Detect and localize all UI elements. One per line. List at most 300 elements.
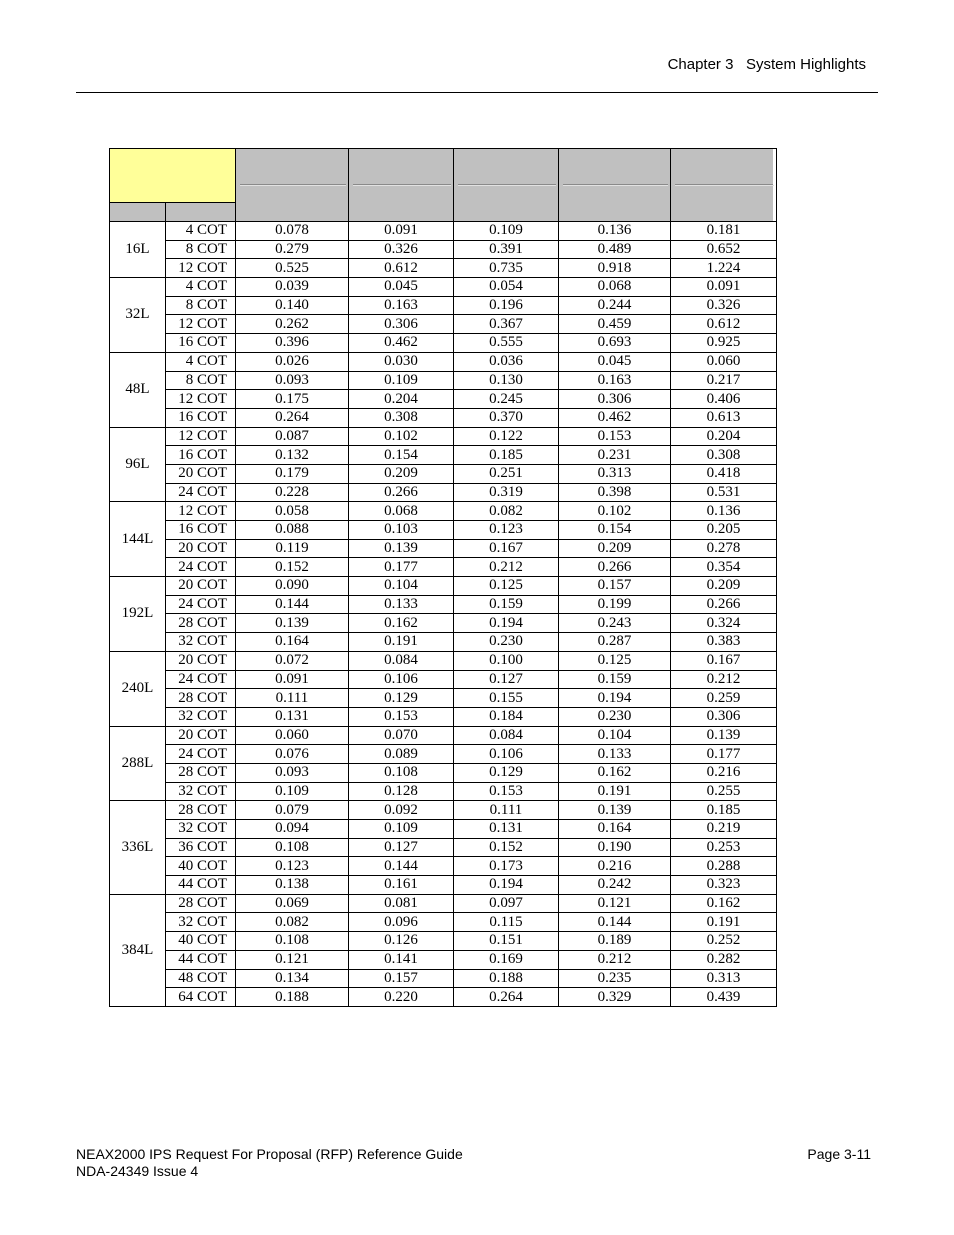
- value-cell: 0.177: [671, 745, 777, 764]
- value-cell: 0.326: [671, 296, 777, 315]
- table-row: [110, 820, 777, 839]
- cot-cell: 36 COT: [166, 838, 236, 857]
- value-cell: 0.106: [349, 670, 454, 689]
- value-cell: 0.154: [349, 446, 454, 465]
- value-cell: 0.157: [559, 577, 671, 596]
- value-cell: 0.555: [454, 334, 559, 353]
- chapter-label: Chapter 3: [667, 56, 734, 73]
- line-capacity-cell: 96L: [110, 427, 166, 502]
- table-row: [110, 614, 777, 633]
- value-cell: 0.136: [671, 502, 777, 521]
- value-cell: 0.091: [671, 278, 777, 297]
- table-row: [110, 502, 777, 521]
- cot-cell: 20 COT: [166, 577, 236, 596]
- value-cell: 0.111: [454, 801, 559, 820]
- value-cell: 0.212: [559, 950, 671, 969]
- value-cell: 0.370: [454, 408, 559, 427]
- value-cell: 0.109: [236, 782, 349, 801]
- value-cell: 0.288: [671, 857, 777, 876]
- value-cell: 0.084: [454, 726, 559, 745]
- value-cell: 0.194: [454, 876, 559, 895]
- value-cell: 0.188: [454, 969, 559, 988]
- value-cell: 0.306: [671, 707, 777, 726]
- value-cell: 0.185: [671, 801, 777, 820]
- value-cell: 0.354: [671, 558, 777, 577]
- value-cell: 0.153: [559, 427, 671, 446]
- value-cell: 0.144: [236, 595, 349, 614]
- value-cell: 0.104: [559, 726, 671, 745]
- value-cell: 0.144: [559, 913, 671, 932]
- line-capacity-cell: 48L: [110, 352, 166, 427]
- value-cell: 0.054: [454, 278, 559, 297]
- value-cell: 0.131: [236, 707, 349, 726]
- value-cell: 0.163: [349, 296, 454, 315]
- value-cell: 0.125: [559, 651, 671, 670]
- value-cell: 0.100: [454, 651, 559, 670]
- value-cell: 0.230: [559, 707, 671, 726]
- value-cell: 0.253: [671, 838, 777, 857]
- cot-cell: 24 COT: [166, 595, 236, 614]
- table-row: [110, 988, 777, 1007]
- value-cell: 0.102: [349, 427, 454, 446]
- table-row: [110, 464, 777, 483]
- table-row: [110, 838, 777, 857]
- cot-cell: 40 COT: [166, 857, 236, 876]
- value-cell: 0.152: [236, 558, 349, 577]
- value-cell: 0.104: [349, 577, 454, 596]
- value-cell: 0.167: [454, 539, 559, 558]
- cot-cell: 12 COT: [166, 259, 236, 278]
- value-cell: 0.259: [671, 689, 777, 708]
- value-cell: 0.613: [671, 408, 777, 427]
- value-cell: 0.308: [349, 408, 454, 427]
- value-cell: 0.194: [454, 614, 559, 633]
- value-cell: 0.125: [454, 577, 559, 596]
- value-cell: 0.140: [236, 296, 349, 315]
- cot-cell: 28 COT: [166, 614, 236, 633]
- value-cell: 0.173: [454, 857, 559, 876]
- value-cell: 0.089: [349, 745, 454, 764]
- cot-cell: 20 COT: [166, 651, 236, 670]
- value-cell: 0.462: [559, 408, 671, 427]
- traffic-table: [109, 148, 777, 1007]
- value-cell: 0.216: [559, 857, 671, 876]
- value-cell: 0.251: [454, 464, 559, 483]
- value-cell: 0.139: [236, 614, 349, 633]
- value-cell: 0.153: [349, 707, 454, 726]
- value-cell: 0.162: [671, 894, 777, 913]
- section-title: System Highlights: [745, 56, 866, 73]
- value-cell: 0.209: [349, 464, 454, 483]
- value-cell: 0.179: [236, 464, 349, 483]
- value-cell: 0.139: [349, 539, 454, 558]
- cot-cell: 16 COT: [166, 408, 236, 427]
- value-cell: 0.068: [559, 278, 671, 297]
- value-cell: 0.219: [671, 820, 777, 839]
- table-row: [110, 670, 777, 689]
- value-cell: 0.109: [349, 820, 454, 839]
- table-row: [110, 633, 777, 652]
- value-cell: 0.205: [671, 521, 777, 540]
- table-row: [110, 483, 777, 502]
- value-cell: 0.189: [559, 932, 671, 951]
- value-cell: 0.693: [559, 334, 671, 353]
- header-col-4: [559, 149, 671, 222]
- value-cell: 0.087: [236, 427, 349, 446]
- table-row: [110, 446, 777, 465]
- value-cell: 0.144: [349, 857, 454, 876]
- line-capacity-cell: 16L: [110, 222, 166, 278]
- value-cell: 1.224: [671, 259, 777, 278]
- table-row: [110, 857, 777, 876]
- value-cell: 0.196: [454, 296, 559, 315]
- table-row: [110, 577, 777, 596]
- value-cell: 0.323: [671, 876, 777, 895]
- value-cell: 0.134: [236, 969, 349, 988]
- table-row: [110, 894, 777, 913]
- value-cell: 0.398: [559, 483, 671, 502]
- value-cell: 0.081: [349, 894, 454, 913]
- line-capacity-cell: 32L: [110, 278, 166, 353]
- value-cell: 0.109: [454, 222, 559, 241]
- value-cell: 0.139: [559, 801, 671, 820]
- value-cell: 0.076: [236, 745, 349, 764]
- table-row: [110, 390, 777, 409]
- table-row: [110, 558, 777, 577]
- value-cell: 0.069: [236, 894, 349, 913]
- footer-title: NEAX2000 IPS Request For Proposal (RFP) Reference Guide: [76, 1146, 463, 1162]
- value-cell: 0.216: [671, 763, 777, 782]
- cot-cell: 28 COT: [166, 763, 236, 782]
- value-cell: 0.235: [559, 969, 671, 988]
- value-cell: 0.092: [349, 801, 454, 820]
- value-cell: 0.091: [236, 670, 349, 689]
- value-cell: 0.313: [559, 464, 671, 483]
- value-cell: 0.122: [454, 427, 559, 446]
- cot-cell: 20 COT: [166, 464, 236, 483]
- cot-cell: 32 COT: [166, 913, 236, 932]
- table-row: [110, 950, 777, 969]
- table-row: [110, 876, 777, 895]
- value-cell: 0.252: [671, 932, 777, 951]
- table-row: [110, 745, 777, 764]
- cot-cell: 12 COT: [166, 390, 236, 409]
- table-row: [110, 222, 777, 241]
- cot-cell: 32 COT: [166, 782, 236, 801]
- value-cell: 0.070: [349, 726, 454, 745]
- value-cell: 0.111: [236, 689, 349, 708]
- table-row: [110, 315, 777, 334]
- value-cell: 0.329: [559, 988, 671, 1007]
- cot-cell: 4 COT: [166, 352, 236, 371]
- table-row: [110, 334, 777, 353]
- value-cell: 0.406: [671, 390, 777, 409]
- value-cell: 0.133: [349, 595, 454, 614]
- value-cell: 0.212: [454, 558, 559, 577]
- running-head: [668, 56, 866, 73]
- value-cell: 0.082: [236, 913, 349, 932]
- value-cell: 0.094: [236, 820, 349, 839]
- value-cell: 0.326: [349, 240, 454, 259]
- cot-cell: 20 COT: [166, 539, 236, 558]
- line-capacity-cell: 240L: [110, 651, 166, 726]
- value-cell: 0.212: [671, 670, 777, 689]
- cot-cell: 28 COT: [166, 894, 236, 913]
- value-cell: 0.036: [454, 352, 559, 371]
- value-cell: 0.217: [671, 371, 777, 390]
- value-cell: 0.242: [559, 876, 671, 895]
- header-rule: [76, 92, 878, 93]
- value-cell: 0.612: [349, 259, 454, 278]
- value-cell: 0.194: [559, 689, 671, 708]
- table-row: [110, 782, 777, 801]
- value-cell: 0.383: [671, 633, 777, 652]
- value-cell: 0.108: [236, 838, 349, 857]
- value-cell: 0.060: [671, 352, 777, 371]
- value-cell: 0.925: [671, 334, 777, 353]
- table-body: [110, 222, 777, 1007]
- cot-cell: 48 COT: [166, 969, 236, 988]
- cot-cell: 32 COT: [166, 633, 236, 652]
- cot-cell: 28 COT: [166, 801, 236, 820]
- value-cell: 0.306: [559, 390, 671, 409]
- value-cell: 0.231: [559, 446, 671, 465]
- header-subcell-2: [166, 203, 236, 222]
- value-cell: 0.652: [671, 240, 777, 259]
- value-cell: 0.209: [559, 539, 671, 558]
- table-header: [110, 149, 777, 222]
- value-cell: 0.102: [559, 502, 671, 521]
- value-cell: 0.126: [349, 932, 454, 951]
- cot-cell: 16 COT: [166, 446, 236, 465]
- value-cell: 0.097: [454, 894, 559, 913]
- table-row: [110, 689, 777, 708]
- table-row: [110, 932, 777, 951]
- table-row: [110, 707, 777, 726]
- value-cell: 0.190: [559, 838, 671, 857]
- value-cell: 0.123: [454, 521, 559, 540]
- value-cell: 0.244: [559, 296, 671, 315]
- value-cell: 0.141: [349, 950, 454, 969]
- table-row: [110, 595, 777, 614]
- value-cell: 0.131: [454, 820, 559, 839]
- cot-cell: 4 COT: [166, 222, 236, 241]
- value-cell: 0.108: [236, 932, 349, 951]
- value-cell: 0.169: [454, 950, 559, 969]
- table-row: [110, 521, 777, 540]
- cot-cell: 28 COT: [166, 689, 236, 708]
- value-cell: 0.152: [454, 838, 559, 857]
- value-cell: 0.039: [236, 278, 349, 297]
- value-cell: 0.439: [671, 988, 777, 1007]
- value-cell: 0.161: [349, 876, 454, 895]
- cot-cell: 4 COT: [166, 278, 236, 297]
- value-cell: 0.157: [349, 969, 454, 988]
- value-cell: 0.185: [454, 446, 559, 465]
- value-cell: 0.123: [236, 857, 349, 876]
- value-cell: 0.462: [349, 334, 454, 353]
- value-cell: 0.159: [454, 595, 559, 614]
- value-cell: 0.090: [236, 577, 349, 596]
- value-cell: 0.243: [559, 614, 671, 633]
- table-row: [110, 240, 777, 259]
- value-cell: 0.319: [454, 483, 559, 502]
- value-cell: 0.106: [454, 745, 559, 764]
- value-cell: 0.091: [349, 222, 454, 241]
- value-cell: 0.230: [454, 633, 559, 652]
- table-row: [110, 763, 777, 782]
- value-cell: 0.459: [559, 315, 671, 334]
- value-cell: 0.175: [236, 390, 349, 409]
- value-cell: 0.103: [349, 521, 454, 540]
- value-cell: 0.119: [236, 539, 349, 558]
- table-row: [110, 278, 777, 297]
- cot-cell: 32 COT: [166, 820, 236, 839]
- table-row: [110, 296, 777, 315]
- value-cell: 0.255: [671, 782, 777, 801]
- value-cell: 0.082: [454, 502, 559, 521]
- value-cell: 0.115: [454, 913, 559, 932]
- cot-cell: 40 COT: [166, 932, 236, 951]
- value-cell: 0.130: [454, 371, 559, 390]
- cot-cell: 16 COT: [166, 521, 236, 540]
- cot-cell: 44 COT: [166, 876, 236, 895]
- table-row: [110, 427, 777, 446]
- value-cell: 0.093: [236, 371, 349, 390]
- header-corner-cell: [110, 149, 236, 203]
- table-row: [110, 539, 777, 558]
- cot-cell: 12 COT: [166, 315, 236, 334]
- table-row: [110, 352, 777, 371]
- value-cell: 0.184: [454, 707, 559, 726]
- value-cell: 0.266: [559, 558, 671, 577]
- cot-cell: 24 COT: [166, 670, 236, 689]
- value-cell: 0.153: [454, 782, 559, 801]
- cot-cell: 32 COT: [166, 707, 236, 726]
- value-cell: 0.191: [671, 913, 777, 932]
- line-capacity-cell: 384L: [110, 894, 166, 1006]
- cot-cell: 24 COT: [166, 483, 236, 502]
- value-cell: 0.181: [671, 222, 777, 241]
- table-row: [110, 801, 777, 820]
- value-cell: 0.078: [236, 222, 349, 241]
- value-cell: 0.396: [236, 334, 349, 353]
- value-cell: 0.245: [454, 390, 559, 409]
- value-cell: 0.262: [236, 315, 349, 334]
- value-cell: 0.308: [671, 446, 777, 465]
- line-capacity-cell: 336L: [110, 801, 166, 894]
- value-cell: 0.313: [671, 969, 777, 988]
- value-cell: 0.191: [349, 633, 454, 652]
- value-cell: 0.162: [349, 614, 454, 633]
- value-cell: 0.531: [671, 483, 777, 502]
- value-cell: 0.129: [349, 689, 454, 708]
- value-cell: 0.264: [454, 988, 559, 1007]
- value-cell: 0.220: [349, 988, 454, 1007]
- page-number: Page 3-11: [807, 1146, 871, 1162]
- value-cell: 0.058: [236, 502, 349, 521]
- value-cell: 0.228: [236, 483, 349, 502]
- value-cell: 0.108: [349, 763, 454, 782]
- value-cell: 0.139: [671, 726, 777, 745]
- value-cell: 0.060: [236, 726, 349, 745]
- value-cell: 0.088: [236, 521, 349, 540]
- value-cell: 0.121: [559, 894, 671, 913]
- table-row: [110, 371, 777, 390]
- value-cell: 0.164: [559, 820, 671, 839]
- value-cell: 0.164: [236, 633, 349, 652]
- table-row: [110, 726, 777, 745]
- table-row: [110, 969, 777, 988]
- cot-cell: 20 COT: [166, 726, 236, 745]
- table-row: [110, 408, 777, 427]
- value-cell: 0.918: [559, 259, 671, 278]
- value-cell: 0.030: [349, 352, 454, 371]
- cot-cell: 44 COT: [166, 950, 236, 969]
- value-cell: 0.136: [559, 222, 671, 241]
- value-cell: 0.204: [349, 390, 454, 409]
- value-cell: 0.199: [559, 595, 671, 614]
- value-cell: 0.026: [236, 352, 349, 371]
- value-cell: 0.391: [454, 240, 559, 259]
- value-cell: 0.084: [349, 651, 454, 670]
- value-cell: 0.093: [236, 763, 349, 782]
- value-cell: 0.324: [671, 614, 777, 633]
- value-cell: 0.133: [559, 745, 671, 764]
- value-cell: 0.204: [671, 427, 777, 446]
- cot-cell: 24 COT: [166, 558, 236, 577]
- table-row: [110, 259, 777, 278]
- value-cell: 0.191: [559, 782, 671, 801]
- value-cell: 0.127: [349, 838, 454, 857]
- footer-doc-id: NDA-24349 Issue 4: [76, 1163, 199, 1179]
- value-cell: 0.079: [236, 801, 349, 820]
- value-cell: 0.109: [349, 371, 454, 390]
- value-cell: 0.188: [236, 988, 349, 1007]
- cot-cell: 8 COT: [166, 371, 236, 390]
- cot-cell: 12 COT: [166, 427, 236, 446]
- value-cell: 0.072: [236, 651, 349, 670]
- header-col-3: [454, 149, 559, 222]
- value-cell: 0.279: [236, 240, 349, 259]
- value-cell: 0.735: [454, 259, 559, 278]
- value-cell: 0.525: [236, 259, 349, 278]
- value-cell: 0.045: [349, 278, 454, 297]
- value-cell: 0.282: [671, 950, 777, 969]
- value-cell: 0.154: [559, 521, 671, 540]
- value-cell: 0.209: [671, 577, 777, 596]
- value-cell: 0.138: [236, 876, 349, 895]
- value-cell: 0.612: [671, 315, 777, 334]
- value-cell: 0.129: [454, 763, 559, 782]
- cot-cell: 12 COT: [166, 502, 236, 521]
- value-cell: 0.121: [236, 950, 349, 969]
- value-cell: 0.132: [236, 446, 349, 465]
- table-row: [110, 651, 777, 670]
- value-cell: 0.266: [671, 595, 777, 614]
- table-row: [110, 913, 777, 932]
- value-cell: 0.264: [236, 408, 349, 427]
- value-cell: 0.068: [349, 502, 454, 521]
- value-cell: 0.162: [559, 763, 671, 782]
- value-cell: 0.127: [454, 670, 559, 689]
- line-capacity-cell: 144L: [110, 502, 166, 577]
- value-cell: 0.418: [671, 464, 777, 483]
- value-cell: 0.489: [559, 240, 671, 259]
- value-cell: 0.096: [349, 913, 454, 932]
- value-cell: 0.306: [349, 315, 454, 334]
- value-cell: 0.167: [671, 651, 777, 670]
